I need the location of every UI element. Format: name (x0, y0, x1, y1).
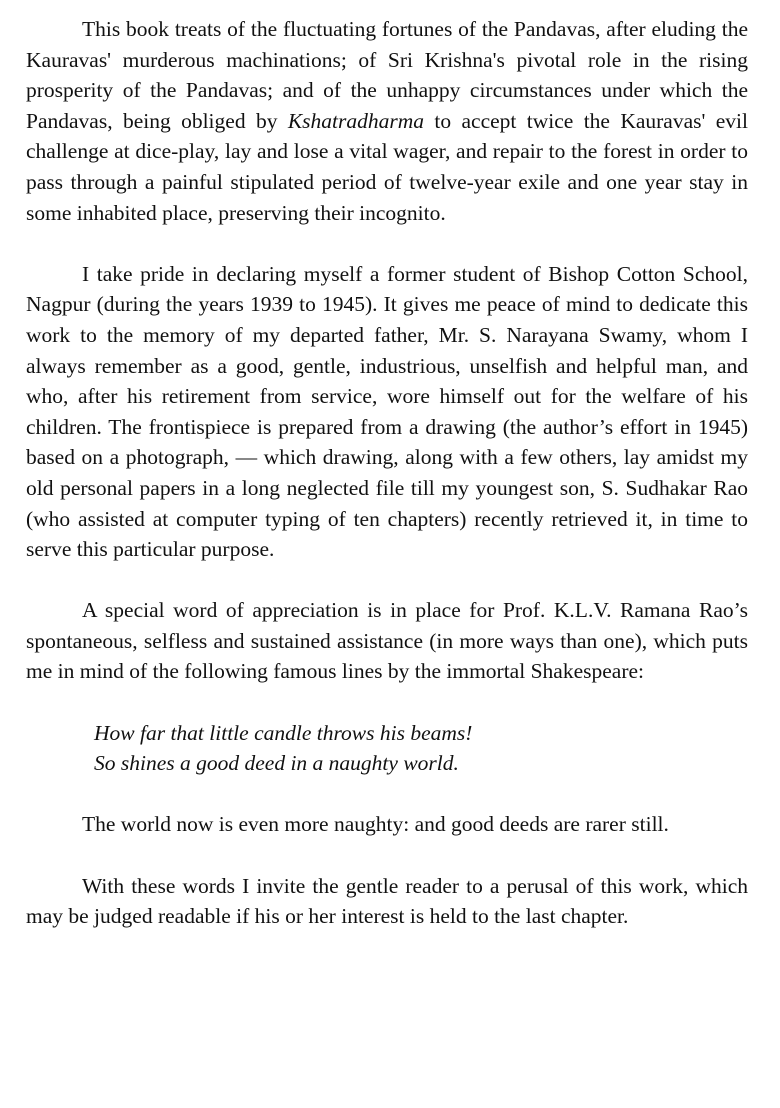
paragraph-book-summary-text-end: to accept twice the Kauravas' evil challenge at dice-play, lay and lose a vital wager, and repair to the forest in order to pass through a painful stipulated period of twelve-year exile and one year stay in some inhabited place, preserving their incognito. (26, 108, 748, 225)
paragraph-appreciation: A special word of appreciation is in place for Prof. K.L.V. Ramana Rao’s spontaneous, selfless and sustained assistance (in more ways than one), which puts me in mind of the following famous lines by the immortal Shakespeare: (26, 598, 748, 684)
quote-line-2: So shines a good deed in a naughty world. (94, 751, 459, 776)
paragraph-dedication: I take pride in declaring myself a former student of Bishop Cotton School, Nagpur (during the years 1939 to 1945). It gives me peace of mind to dedicate this work to the memory of my departed father, Mr. S. Narayana Swamy, whom I always remember as a good, gentle, industrious, unselfish and helpful man, and who, after his retirement from service, wore himself out for the welfare of his children. The frontispiece is prepared from a drawing (the author’s effort in 1945) based on a photograph, — which drawing, along with a few others, lay amidst my old personal papers in a long neglected file till my youngest son, S. Sudhakar Rao (who assisted at computer typing of ten chapters) recently retrieved it, in time to serve this particular purpose. (26, 261, 748, 562)
paragraph-book-summary-text-start: This book treats of the fluctuating fortunes of the Pandavas, after eluding the Kauravas' murderous machinations; of Sri Krishna's pivotal role in the rising prosperity of the Pandavas; and of the unhappy circumstances under which the Pandavas, being obliged by (26, 17, 748, 133)
document-page (26, 14, 748, 962)
paragraph-book-summary (26, 14, 748, 228)
paragraph-naughty-world: The world now is even more naughty: and good deeds are rarer still. (82, 812, 669, 837)
emphasis-kshatradharma: Kshatradharma (287, 108, 425, 133)
shakespeare-quote (26, 718, 748, 779)
paragraph-invitation: With these words I invite the gentle reader to a perusal of this work, which may be judged readable if his or her interest is held to the last chapter. (26, 873, 748, 929)
quote-line-1: How far that little candle throws his beams! (94, 720, 473, 745)
